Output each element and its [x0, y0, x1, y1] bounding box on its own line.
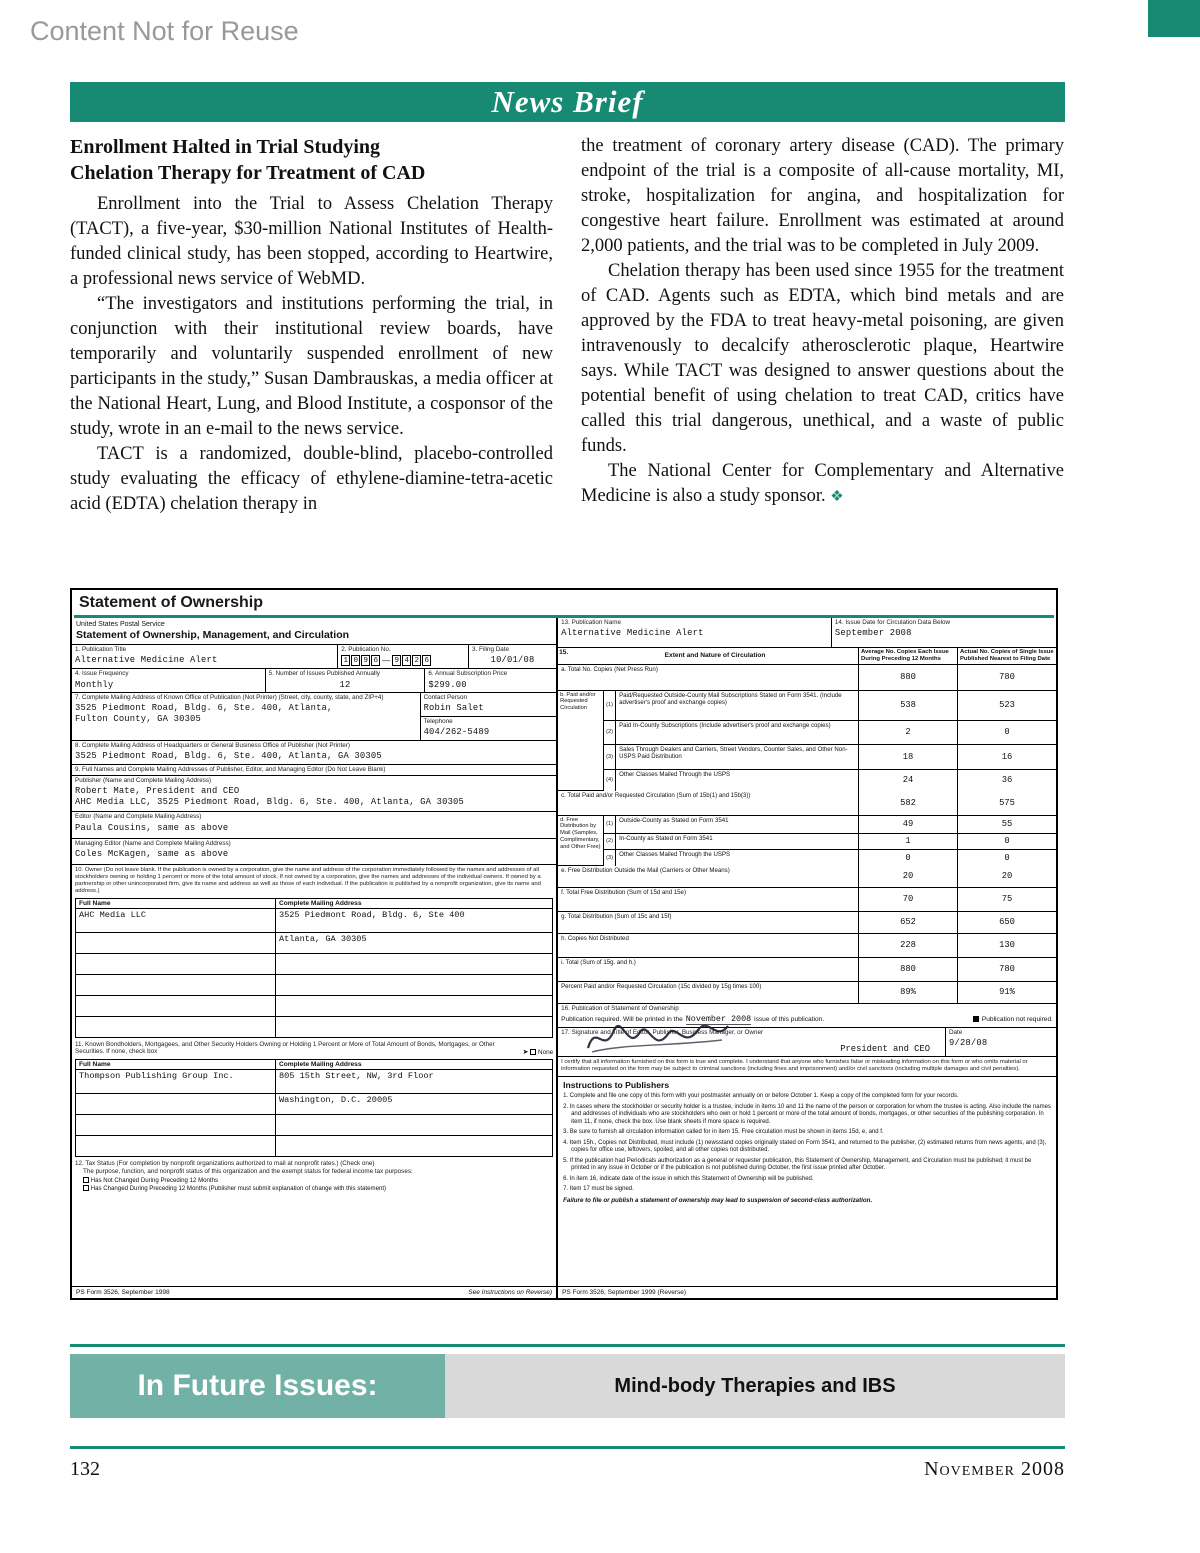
cell-address	[276, 1017, 552, 1037]
form-left-column	[72, 618, 558, 1298]
tax-status-option-2	[75, 1185, 553, 1192]
field-publication-name	[558, 618, 832, 647]
banner-title: News Brief	[491, 84, 644, 119]
bondholders-label-row	[75, 1041, 553, 1056]
table-row	[76, 1115, 552, 1136]
field-value: 404/262-5489	[423, 727, 490, 738]
value-average: 18	[858, 745, 957, 769]
value-average: 652	[858, 912, 957, 933]
group-label: d. Free Distribution by Mail (Samples, Complimentary, and Other Free)	[558, 816, 604, 866]
signature-date-cell	[946, 1028, 1056, 1056]
value-average: 49	[858, 816, 957, 833]
cell-full-name: Thompson Publishing Group Inc.	[76, 1070, 276, 1093]
field-publication-number	[338, 645, 469, 668]
circulation-group-d	[558, 816, 1056, 866]
field-value: $299.00	[428, 679, 467, 690]
teal-divider-rule	[70, 1446, 1065, 1449]
article-paragraph: “The investigators and institutions performing the trial, in conjunction with their institutional review boards, have temporarily and voluntarily suspended enrollment of new participants in the study,” Susan Dambrauskas, a media officer at the National Heart, Lung, and Blood Institute, a cosponsor of the study, wrote in an e-mail to the news service.	[70, 294, 553, 439]
field-value: 12	[339, 679, 351, 690]
row-label: f. Total Free Distribution (Sum of 15d and 15e)	[561, 888, 686, 896]
cell-address	[276, 1136, 552, 1156]
article-title-line1: Enrollment Halted in Trial Studying	[70, 136, 381, 158]
not-required-label: Publication not required.	[981, 1015, 1053, 1023]
article-paragraph: Chelation therapy has been used since 1955 for the treatment of CAD. Agents such as EDTA, which bind metals and are approved by the FDA to treat heavy-metal poisoning, are given intravenously to decalcify atherosclerotic plaque, Heartwire says. While TACT was designed to answer questions about the potential benefit of using chelation to treat CAD, critics have called this trial dangerous, unethical, and a waste of public funds.	[581, 261, 1064, 456]
cell-address: Atlanta, GA 30305	[278, 933, 367, 944]
sub-number: (3)	[604, 745, 616, 769]
article-paragraph: TACT is a randomized, double-blind, placebo-controlled study evaluating the efficacy of ethylene-diamine-tetra-acetic acid (EDTA) chelation therapy in	[70, 444, 553, 514]
row-label: Paid/Requested Outside-County Mail Subscriptions Stated on Form 3541. (Include advertiser's proof and exchange copies)	[619, 691, 842, 706]
value-actual: 130	[957, 934, 1056, 957]
not-required-checkbox	[973, 1016, 979, 1022]
form-row-7	[72, 693, 556, 741]
form-row-2	[72, 669, 556, 692]
instruction-item: 6. In item 16, indicate date of the issue in which this Statement of Ownership will be published.	[563, 1175, 814, 1182]
circulation-row-f	[558, 888, 1056, 912]
circulation-row-g	[558, 912, 1056, 934]
cell-address: 805 15th Street, NW, 3rd Floor	[278, 1070, 434, 1081]
cell-full-name	[76, 1094, 276, 1114]
value-average: 880	[858, 665, 957, 690]
managing-editor-block	[72, 839, 556, 864]
field-value: September 2008	[834, 628, 912, 639]
value-actual: 91%	[957, 982, 1056, 1003]
article-paragraph	[581, 459, 1064, 510]
column-header-mailing-address: Complete Mailing Address	[278, 1060, 362, 1068]
field-value: 10/01/08	[490, 655, 535, 666]
future-issues-topic-box	[445, 1354, 1065, 1418]
article-paragraph-text: The National Center for Complementary and Alternative Medicine is also a study sponsor.	[581, 461, 1064, 506]
row-label: Other Classes Mailed Through the USPS	[619, 770, 731, 778]
table-row	[76, 996, 552, 1017]
digit-box: 6	[371, 655, 380, 666]
column-header-average: Average No. Copies Each Issue During Preceding 12 Months	[858, 648, 957, 664]
digit-box: 0	[351, 655, 360, 666]
row-label: In-County as Stated on Form 3541	[619, 834, 713, 842]
certification-text: I certify that all information furnished on this form is true and complete. I understand that anyone who furnishes false or misleading information on this form or who omits material or information requested on the form may be subject to criminal sanctions (including fines and imprisonment) and/or civil sanctions (including multiple damages and civil penalties).	[561, 1059, 1028, 1073]
field-label: 5. Number of Issues Published Annually	[268, 670, 380, 678]
instruction-item: 5. If the publication had Periodicals authorization as a general or requester publication, this Statement of Ownership, Management, and Circulation must be published; it must be printed in any issue in October or if the publication is not published during October, the first issue printed after October.	[563, 1157, 1032, 1172]
value-average: 0	[858, 850, 957, 866]
field-headquarters-address	[72, 741, 556, 765]
tax-status-option-1	[75, 1177, 553, 1184]
field-office-address	[72, 693, 421, 740]
value-average: 2	[858, 721, 957, 744]
cell-full-name	[76, 954, 276, 974]
row-label: Paid In-County Subscriptions (Include advertiser's proof and exchange copies)	[619, 721, 831, 729]
article-left-column	[70, 134, 553, 517]
tax-status-checkbox	[83, 1177, 89, 1183]
column-header-full-name: Full Name	[76, 1060, 276, 1069]
form-subtitle: Statement of Ownership, Management, and Circulation	[76, 629, 350, 641]
cell-full-name	[76, 1017, 276, 1037]
none-label: None	[538, 1048, 554, 1056]
usps-line: United States Postal Service	[76, 621, 165, 628]
owner-section	[72, 865, 556, 1038]
value-average: 582	[858, 791, 957, 815]
value-average: 24	[858, 770, 957, 791]
field-label: Date	[948, 1028, 963, 1036]
signature-cell	[558, 1028, 946, 1056]
field-label: 9. Full Names and Complete Mailing Addresses of Publisher, Editor, and Managing Editor (Do Not Leave Blank)	[72, 765, 556, 775]
editor-block	[72, 812, 556, 838]
bondholders-table	[75, 1059, 553, 1157]
row-label: h. Copies Not Distributed	[561, 934, 629, 942]
cell-full-name	[76, 996, 276, 1016]
none-checkbox-row	[523, 1048, 553, 1056]
cell-address	[276, 1115, 552, 1135]
cell-full-name	[76, 1136, 276, 1156]
page-number: 132	[70, 1458, 100, 1480]
circulation-row-d2	[604, 834, 1056, 850]
field-issues-annually	[266, 669, 426, 691]
field-label: 12. Tax Status (For completion by nonprofit organizations authorized to mail at nonprofit rates.) (Check one)	[75, 1159, 375, 1167]
page-footer	[70, 1458, 1065, 1481]
row-label: e. Free Distribution Outside the Mail (Carriers or Other Means)	[561, 866, 730, 874]
digit-box: 9	[392, 655, 401, 666]
form-row-1	[72, 645, 556, 669]
digit-box: 2	[412, 655, 421, 666]
field-telephone	[421, 717, 557, 740]
future-issues-label: In Future Issues:	[137, 1369, 378, 1402]
field-label: 2. Publication No.	[341, 646, 391, 653]
cell-address	[276, 996, 552, 1016]
publication-issue-date: November 2008	[685, 1013, 752, 1024]
row-label: Percent Paid and/or Requested Circulation (15c divided by 15g times 100)	[561, 982, 762, 990]
certification-section	[558, 1057, 1056, 1077]
failure-warning: Failure to file or publish a statement of ownership may lead to suspension of second-class authorization.	[563, 1196, 873, 1204]
circulation-row-h	[558, 934, 1056, 958]
value-actual: 575	[957, 791, 1056, 815]
arrow-icon: ➤	[522, 1048, 529, 1056]
form-title: Statement of Ownership	[79, 594, 264, 611]
group-body	[604, 691, 1056, 791]
corner-accent-block	[1148, 0, 1200, 37]
circulation-row-e	[558, 866, 1056, 888]
row-label: c. Total Paid and/or Requested Circulation (Sum of 15b(1) and 15b(3))	[561, 791, 751, 799]
circulation-table-header	[558, 648, 1056, 665]
sub-number: (2)	[604, 721, 616, 744]
field-publication-title	[72, 645, 338, 668]
owner-table-header	[76, 899, 552, 909]
column-header-mailing-address: Complete Mailing Address	[278, 899, 362, 907]
row-label: Outside-County as Stated on Form 3541	[619, 816, 729, 824]
value-actual: 75	[957, 888, 1056, 911]
future-issues-label-box	[70, 1354, 445, 1418]
cell-address: Washington, D.C. 20005	[278, 1094, 393, 1105]
value-average: 89%	[858, 982, 957, 1003]
instructions-section	[558, 1077, 1056, 1207]
cell-full-name	[76, 933, 276, 953]
table-row	[76, 1017, 552, 1038]
field-value: Robert Mate, President and CEO	[75, 786, 240, 797]
sub-number: (3)	[604, 850, 616, 866]
circulation-row-d1	[604, 816, 1056, 834]
field-contact-person	[421, 693, 557, 717]
circulation-row-b1	[604, 691, 1056, 721]
value-average: 880	[858, 958, 957, 981]
row-label: Sales Through Dealers and Carriers, Street Vendors, Counter Sales, and Other Non-USPS Paid Distribution	[619, 745, 848, 760]
field-value: Alternative Medicine Alert	[561, 628, 704, 639]
signature-section	[558, 1028, 1056, 1057]
sub-number: (4)	[604, 770, 616, 791]
circulation-row-percent	[558, 982, 1056, 1004]
owner-table	[75, 898, 553, 1038]
teal-divider-rule	[70, 1344, 1065, 1347]
circulation-row-d3	[604, 850, 1056, 866]
sub-number: (2)	[604, 834, 616, 849]
form-header	[72, 618, 556, 645]
field-filing-date	[469, 645, 556, 668]
form-right-footer: PS Form 3526, September 1999 (Reverse)	[558, 1286, 1056, 1298]
field-label: 6. Annual Subscription Price	[428, 670, 508, 678]
field-label: Managing Editor (Name and Complete Mailing Address)	[75, 839, 231, 847]
circulation-row-a	[558, 665, 1056, 691]
future-issues-banner	[70, 1354, 1065, 1418]
digit-box: 1	[341, 655, 350, 666]
contact-telephone-stack	[421, 693, 557, 740]
publication-required-text: Publication required. Will be printed in the	[561, 1015, 683, 1023]
value-average: 1	[858, 834, 957, 849]
digit-dash: —	[382, 656, 391, 666]
publication-required-text: issue of this publication.	[754, 1015, 825, 1023]
column-header-extent: Extent and Nature of Circulation	[664, 652, 766, 660]
circulation-group-b	[558, 691, 1056, 791]
field-label: 3. Filing Date	[471, 646, 510, 653]
cell-full-name	[76, 975, 276, 995]
bondholders-table-header	[76, 1060, 552, 1070]
news-brief-banner	[70, 82, 1065, 122]
field-value: Robin Salet	[423, 703, 484, 714]
digit-box: 6	[422, 655, 431, 666]
field-subscription-price	[425, 669, 556, 691]
row-label: i. Total (Sum of 15g. and h.)	[561, 958, 636, 966]
statement-of-ownership-form	[70, 588, 1058, 1300]
future-issues-topic: Mind-body Therapies and IBS	[614, 1374, 896, 1397]
article	[70, 134, 1065, 517]
field-label: Telephone	[423, 717, 453, 725]
watermark-text: Content Not for Reuse	[30, 16, 299, 46]
field-label: 8. Complete Mailing Address of Headquarters or General Business Office of Publisher (Not Printer)	[75, 741, 350, 749]
field-names-addresses	[72, 765, 556, 865]
article-end-mark-icon: ❖	[830, 489, 844, 505]
digit-box: 4	[402, 655, 411, 666]
table-row	[76, 1094, 552, 1115]
table-row	[76, 1070, 552, 1094]
sub-number: (1)	[604, 816, 616, 833]
article-right-column	[581, 134, 1064, 517]
value-average: 20	[858, 866, 957, 887]
signer-title: President and CEO	[840, 1044, 930, 1055]
column-header-actual: Actual No. Copies of Single Issue Published Nearest to Filing Date	[957, 648, 1056, 664]
field-value: Coles McKagen, same as above	[75, 848, 229, 859]
circulation-row-b2	[604, 721, 1056, 745]
form-left-footer	[72, 1286, 556, 1298]
cell-address: 3525 Piedmont Road, Bldg. 6, Ste 400	[278, 909, 465, 920]
bondholders-section	[72, 1038, 556, 1157]
instruction-item: 3. Be sure to furnish all circulation information called for in item 15. Free circulation must be shown in items 15d, e, and f.	[563, 1129, 884, 1136]
circulation-row-b3	[604, 745, 1056, 770]
field-value: AHC Media LLC, 3525 Piedmont Road, Bldg. 6, Ste. 400, Atlanta, GA 30305	[75, 797, 465, 808]
none-checkbox	[530, 1049, 536, 1055]
group-label: b. Paid and/or Requested Circulation	[558, 691, 604, 791]
option-label: Has Changed During Preceding 12 Months (Publisher must submit explanation of change with this statement)	[90, 1184, 387, 1192]
value-average: 538	[858, 691, 957, 720]
field-label: Contact Person	[423, 693, 467, 701]
field-label: 13. Publication Name	[561, 619, 621, 626]
form-columns	[72, 618, 1056, 1298]
row-label: g. Total Distribution (Sum of 15c and 15f)	[561, 912, 672, 920]
ps-form-number: PS Form 3526, September 1998	[76, 1289, 170, 1296]
publisher-block	[72, 776, 556, 812]
field-issue-date-circulation	[832, 618, 1056, 647]
field-label: 11. Known Bondholders, Mortgagees, and Other Security Holders Owning or Holding 1 Percent or More of Total Amount of Bonds, Mortgages, or Other Securities. If none, check box	[75, 1040, 495, 1056]
value-average: 228	[858, 934, 957, 957]
value-actual: 36	[957, 770, 1056, 791]
instruction-item: 1. Complete and file one copy of this form with your postmaster annually on or before October 1. Keep a copy of the completed form for your records.	[563, 1093, 959, 1100]
value-actual: 0	[957, 721, 1056, 744]
article-paragraph: the treatment of coronary artery disease (CAD). The primary endpoint of the trial is a composite of all-cause mortality, MI, stroke, hospitalization for angina, and hospitalization for congestive heart failure. Enrollment was estimated at around 2,000 patients, and the trial was to be completed in July 2009.	[581, 136, 1064, 256]
signature-scribble	[582, 1016, 732, 1058]
group-body	[604, 816, 1056, 866]
cell-address	[276, 954, 552, 974]
circulation-row-b4	[604, 770, 1056, 791]
table-row	[76, 1136, 552, 1157]
article-title-line2: Chelation Therapy for Treatment of CAD	[70, 162, 426, 184]
cell-full-name: AHC Media LLC	[76, 909, 276, 932]
field-label: 17. Signature and Title of Editor, Publisher, Business Manager, or Owner	[561, 1028, 764, 1036]
value-actual: 20	[957, 866, 1056, 887]
field-label: 1. Publication Title	[75, 646, 127, 653]
field-label: 14. Issue Date for Circulation Data Below	[834, 619, 951, 626]
field-value: 3525 Piedmont Road, Bldg. 6, Ste. 400, Atlanta, GA 30305	[75, 751, 382, 762]
instructions-title: Instructions to Publishers	[563, 1080, 670, 1091]
field-value: Alternative Medicine Alert	[75, 655, 218, 666]
field-value: Monthly	[75, 679, 114, 690]
value-actual: 780	[957, 958, 1056, 981]
field-value: Paula Cousins, same as above	[75, 822, 229, 833]
circulation-row-c	[558, 791, 1056, 816]
instruction-item: 7. Item 17 must be signed.	[563, 1186, 634, 1193]
row-label: Other Classes Mailed Through the USPS	[619, 850, 731, 858]
field-label: 16. Publication of Statement of Ownership	[561, 1004, 679, 1012]
publication-not-required	[973, 1016, 1053, 1023]
value-actual: 780	[957, 665, 1056, 690]
table-row	[76, 975, 552, 996]
table-row	[76, 909, 552, 933]
field-value: 3525 Piedmont Road, Bldg. 6, Ste. 400, Atlanta,	[75, 703, 333, 714]
see-instructions-note: See Instructions on Reverse)	[468, 1289, 553, 1296]
form-row-13-14	[558, 618, 1056, 648]
value-actual: 0	[957, 834, 1056, 849]
issn-digit-boxes	[341, 655, 465, 666]
value-actual: 55	[957, 816, 1056, 833]
instruction-item: 4. Item 15h., Copies not Distributed, must include (1) newsstand copies originally stated on Form 3541, and returned to the publisher, (2) estimated returns from news agents, and (3), copies for office use, leftovers, spoiled, and all other copies not distributed.	[563, 1139, 1047, 1154]
value-average: 70	[858, 888, 957, 911]
tax-status-checkbox	[83, 1185, 89, 1191]
article-title	[70, 134, 553, 186]
cell-address	[276, 975, 552, 995]
value-actual: 16	[957, 745, 1056, 769]
issue-date: November 2008	[924, 1458, 1065, 1480]
owner-legal-text: 10. Owner (Do not leave blank. If the publication is owned by a corporation, give the name and address of the corporation immediately followed by the names and addresses of all stockholders owning or holding 1 percent or more of the total amount of stock. If not owned by a corporation, give the names and addresses of the individual owners. If owned by a partnership or other unincorporated firm, give its name and address as well as those of each individual. If the publication is published by a nonprofit organization, give its name and address.)	[75, 866, 541, 894]
article-paragraph: Enrollment into the Trial to Assess Chelation Therapy (TACT), a five-year, $30-million National Institutes of Health-funded clinical study, has been stopped, according to Heartwire, a professional news service of WebMD.	[70, 194, 553, 289]
table-row	[76, 954, 552, 975]
tax-status-section	[72, 1157, 556, 1194]
value-actual: 523	[957, 691, 1056, 720]
row-label: a. Total No. Copies (Net Press Run)	[561, 665, 658, 673]
digit-box: 9	[361, 655, 370, 666]
field-value: 9/28/08	[948, 1038, 988, 1049]
cell-full-name	[76, 1115, 276, 1135]
form-right-column	[558, 618, 1056, 1298]
field-label: 4. Issue Frequency	[75, 670, 129, 678]
field-issue-frequency	[72, 669, 266, 691]
field-label: 7. Complete Mailing Address of Known Office of Publication (Not Printer) (Street, city, county, state, and ZIP+4)	[75, 693, 384, 701]
value-actual: 650	[957, 912, 1056, 933]
field-label: Editor (Name and Complete Mailing Address)	[75, 813, 202, 821]
tax-status-intro: The purpose, function, and nonprofit status of this organization and the exempt status for federal income tax purposes:	[83, 1168, 413, 1176]
column-header-full-name: Full Name	[76, 899, 276, 908]
sub-number: (1)	[604, 691, 616, 720]
table-row	[76, 933, 552, 954]
option-label: Has Not Changed During Preceding 12 Months	[90, 1176, 219, 1184]
value-actual: 0	[957, 850, 1056, 866]
field-label: Publisher (Name and Complete Mailing Address)	[75, 776, 212, 784]
item-15-number: 15.	[559, 649, 569, 656]
instruction-item: 2. In cases where the stockholder or security holder is a trustee, include in items 10 and 11 the name of the person or corporation for whom the trustee is acting. Also include the names and addresses of individuals who are stockholders who own or hold 1 percent or more of the total amount of bonds, mortgages, or other securities of the publishing corporation. In item 11, if none, check the box. Use blank sheets if more space is required.	[563, 1103, 1051, 1125]
field-value: Fulton County, GA 30305	[75, 714, 202, 725]
circulation-row-i	[558, 958, 1056, 982]
